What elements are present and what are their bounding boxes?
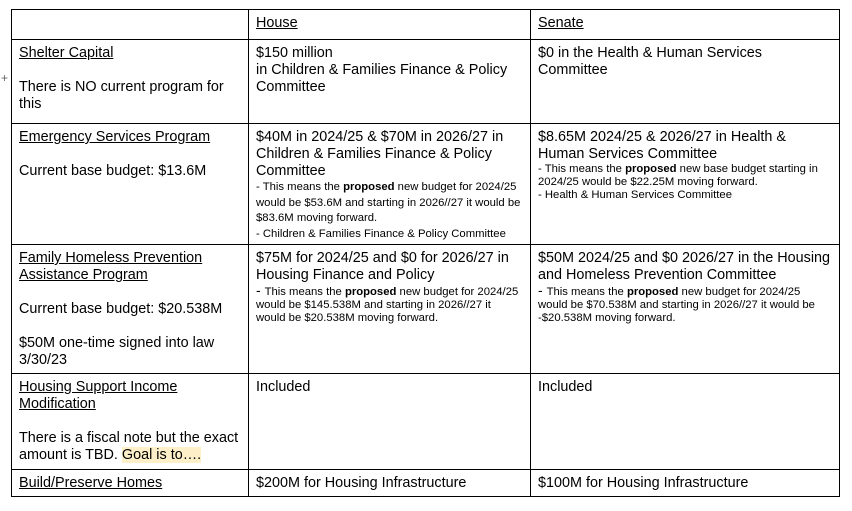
program-cell: [12, 124, 249, 245]
program-cell: [12, 374, 249, 470]
header-cell-house: [249, 10, 531, 40]
house-detail: - This means the proposed new budget for 2024/25 would be $53.6M and starting in 2026//27 it would be $83.6M moving forward.: [256, 181, 521, 225]
house-cell: [249, 374, 531, 470]
header-row: [12, 10, 840, 40]
house-amount: $40M in 2024/25 & $70M in 2026/27 in Children & Families Finance & Policy Committee: [256, 129, 504, 179]
house-cell: [249, 124, 531, 245]
house-cell: [249, 470, 531, 497]
program-title: Emergency Services Program: [19, 129, 211, 145]
senate-committee: - Health & Human Services Committee: [538, 189, 732, 202]
program-title: Family Homeless Prevention Assistance Program: [19, 250, 203, 283]
table-row: [12, 245, 840, 374]
header-cell-senate: [531, 10, 840, 40]
program-note-2: $50M one-time signed into law 3/30/23: [19, 335, 215, 368]
senate-amount: Included: [538, 379, 593, 395]
table-row: [12, 470, 840, 497]
house-amount: $200M for Housing Infrastructure: [256, 475, 467, 491]
house-cell: [249, 245, 531, 374]
program-title: Shelter Capital: [19, 45, 114, 61]
senate-cell: [531, 40, 840, 124]
program-cell: [12, 40, 249, 124]
house-committee: in Children & Families Finance & Policy Committee: [256, 62, 508, 95]
senate-amount: $8.65M 2024/25 & 2026/27 in Health & Human Services Committee: [538, 129, 787, 162]
senate-amount: $0 in the Health & Human Services Committee: [538, 45, 762, 78]
house-committee: - Children & Families Finance & Policy Committee: [256, 227, 506, 240]
highlighted-text: Goal is to….: [121, 447, 202, 463]
program-cell: [12, 245, 249, 374]
senate-detail: - This means the proposed new budget for 2024/25 would be $70.538M and starting in 2026//27 it would be -$20.538M moving forward.: [538, 282, 815, 325]
house-amount: $75M for 2024/25 and $0 for 2026/27 in Housing Finance and Policy: [256, 250, 509, 283]
program-title: Build/Preserve Homes: [19, 475, 163, 491]
senate-cell: [531, 245, 840, 374]
senate-detail: - This means the proposed new base budget starting in 2024/25 would be $22.25M moving forward.: [538, 163, 818, 189]
senate-cell: [531, 124, 840, 245]
senate-amount: $50M 2024/25 and $0 2026/27 in the Housing and Homeless Prevention Committee: [538, 250, 831, 283]
header-cell-empty: [12, 10, 249, 40]
program-note: There is NO current program for this: [19, 79, 224, 112]
table-resize-handle-icon[interactable]: +: [1, 71, 9, 85]
house-detail: - This means the proposed new budget for 2024/25 would be $145.538M and starting in 2026//27 it would be $20.538M moving forward.: [256, 282, 519, 325]
budget-comparison-table: [11, 9, 840, 497]
program-title: Housing Support Income Modification: [19, 379, 178, 412]
house-amount: $150 million: [256, 45, 333, 61]
senate-cell: [531, 470, 840, 497]
program-note: Current base budget: $20.538M: [19, 301, 223, 317]
house-amount: Included: [256, 379, 311, 395]
house-cell: [249, 40, 531, 124]
program-note: Current base budget: $13.6M: [19, 163, 207, 179]
program-cell: [12, 470, 249, 497]
program-note: There is a fiscal note but the exact amount is TBD. Goal is to….: [19, 430, 239, 463]
table-row: [12, 40, 840, 124]
senate-amount: $100M for Housing Infrastructure: [538, 475, 749, 491]
senate-header: Senate: [538, 15, 584, 31]
house-header: House: [256, 15, 298, 31]
table-row: [12, 374, 840, 470]
table-row: [12, 124, 840, 245]
senate-cell: [531, 374, 840, 470]
